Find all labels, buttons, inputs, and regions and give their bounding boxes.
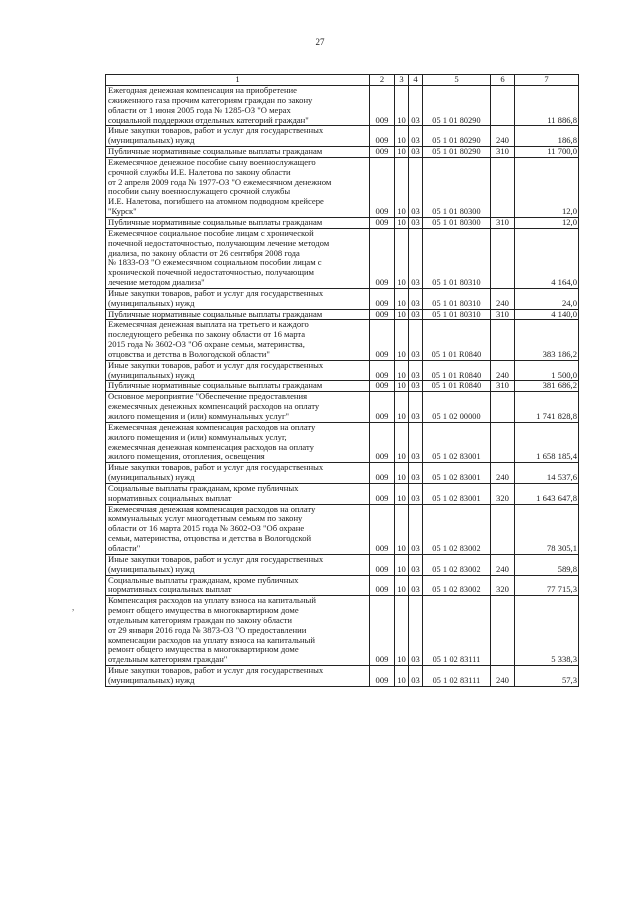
cell-expense-type bbox=[491, 596, 515, 666]
cell-subsection: 03 bbox=[409, 147, 423, 158]
cell-amount: 12,0 bbox=[515, 217, 579, 228]
description-line: нормативных социальных выплат bbox=[108, 584, 232, 595]
cell-ministry-code: 009 bbox=[370, 288, 395, 309]
cell-subsection: 03 bbox=[409, 126, 423, 147]
description-line: от 29 января 2016 года № 3873-ОЗ "О предоставлении bbox=[108, 624, 307, 635]
table-row bbox=[106, 392, 579, 423]
table-row bbox=[106, 360, 579, 381]
description-line: Публичные нормативные социальные выплаты гражданам bbox=[108, 380, 323, 391]
description-line: сжиженного газа прочим категориям граждан по закону bbox=[108, 94, 313, 105]
cell-section: 10 bbox=[395, 320, 409, 360]
row-description bbox=[106, 228, 370, 288]
description-line: лечение методом диализа" bbox=[108, 277, 205, 288]
cell-expense-type: 240 bbox=[491, 554, 515, 575]
cell-target-article: 05 1 02 00000 bbox=[423, 392, 491, 423]
cell-amount: 1 741 828,8 bbox=[515, 392, 579, 423]
cell-amount: 11 886,8 bbox=[515, 86, 579, 126]
description-line: Социальные выплаты гражданам, кроме публичных bbox=[108, 483, 299, 493]
cell-ministry-code: 009 bbox=[370, 309, 395, 320]
cell-section: 10 bbox=[395, 86, 409, 126]
description-line: (муниципальных) нужд bbox=[108, 563, 195, 574]
table-row bbox=[106, 309, 579, 320]
column-header: 6 bbox=[491, 75, 515, 86]
cell-subsection: 03 bbox=[409, 381, 423, 392]
table-row bbox=[106, 126, 579, 147]
cell-section: 10 bbox=[395, 228, 409, 288]
budget-table bbox=[105, 74, 579, 687]
table-row bbox=[106, 554, 579, 575]
description-line: жилого помещения и (или) коммунальных услуг" bbox=[108, 411, 289, 421]
cell-amount: 1 500,0 bbox=[515, 360, 579, 381]
cell-target-article: 05 1 02 83002 bbox=[423, 575, 491, 596]
description-line: Компенсация расходов на уплату взноса на капитальный bbox=[108, 595, 316, 606]
description-line: области" bbox=[108, 542, 141, 553]
description-line: пособии сыну военнослужащего срочной службы bbox=[108, 186, 291, 197]
description-line: Публичные нормативные социальные выплаты гражданам bbox=[108, 309, 323, 319]
table-row bbox=[106, 86, 579, 126]
cell-subsection: 03 bbox=[409, 483, 423, 504]
description-line: области от 16 марта 2015 года № 3602-ОЗ "Об охране bbox=[108, 523, 305, 534]
description-line: Ежемесячная денежная компенсация расходов на оплату bbox=[108, 504, 316, 514]
row-description bbox=[106, 309, 370, 320]
cell-expense-type: 240 bbox=[491, 360, 515, 381]
cell-expense-type: 320 bbox=[491, 575, 515, 596]
row-description bbox=[106, 666, 370, 687]
cell-target-article: 05 1 01 R0840 bbox=[423, 381, 491, 392]
cell-expense-type: 310 bbox=[491, 381, 515, 392]
table-row bbox=[106, 320, 579, 360]
cell-expense-type: 310 bbox=[491, 147, 515, 158]
cell-expense-type bbox=[491, 422, 515, 462]
description-line: Ежегодная денежная компенсация на приобретение bbox=[108, 85, 297, 95]
cell-expense-type: 240 bbox=[491, 288, 515, 309]
cell-ministry-code: 009 bbox=[370, 596, 395, 666]
cell-expense-type: 310 bbox=[491, 309, 515, 320]
description-line: срочной службы И.Е. Налетова по закону области bbox=[108, 166, 291, 177]
description-line: Ежемесячное денежное пособие сыну военнослужащего bbox=[108, 157, 316, 167]
row-description bbox=[106, 86, 370, 126]
cell-amount: 11 700,0 bbox=[515, 147, 579, 158]
cell-ministry-code: 009 bbox=[370, 360, 395, 381]
table-row bbox=[106, 288, 579, 309]
cell-target-article: 05 1 01 80310 bbox=[423, 288, 491, 309]
cell-section: 10 bbox=[395, 147, 409, 158]
cell-expense-type bbox=[491, 320, 515, 360]
table-row bbox=[106, 483, 579, 504]
row-description bbox=[106, 463, 370, 484]
description-line: Иные закупки товаров, работ и услуг для государственных bbox=[108, 360, 324, 370]
cell-expense-type bbox=[491, 228, 515, 288]
description-line: И.Е. Налетова, погибшего на атомном подводном крейсере bbox=[108, 196, 324, 207]
cell-amount: 1 643 647,8 bbox=[515, 483, 579, 504]
cell-subsection: 03 bbox=[409, 422, 423, 462]
cell-expense-type: 240 bbox=[491, 666, 515, 687]
row-description bbox=[106, 217, 370, 228]
cell-target-article: 05 1 01 80290 bbox=[423, 86, 491, 126]
table-row bbox=[106, 381, 579, 392]
margin-mark: , bbox=[72, 602, 75, 612]
column-header: 1 bbox=[106, 75, 370, 86]
description-line: (муниципальных) нужд bbox=[108, 472, 195, 483]
cell-section: 10 bbox=[395, 381, 409, 392]
cell-section: 10 bbox=[395, 554, 409, 575]
cell-subsection: 03 bbox=[409, 504, 423, 554]
cell-ministry-code: 009 bbox=[370, 422, 395, 462]
table-row bbox=[106, 157, 579, 217]
row-description bbox=[106, 596, 370, 666]
cell-amount: 12,0 bbox=[515, 157, 579, 217]
row-description bbox=[106, 288, 370, 309]
table-row bbox=[106, 422, 579, 462]
description-line: (муниципальных) нужд bbox=[108, 297, 195, 308]
cell-expense-type: 240 bbox=[491, 126, 515, 147]
description-line: семьи, материнства, отцовства и детства в Вологодской bbox=[108, 533, 312, 544]
cell-ministry-code: 009 bbox=[370, 463, 395, 484]
description-line: Социальные выплаты гражданам, кроме публичных bbox=[108, 575, 299, 585]
cell-amount: 57,3 bbox=[515, 666, 579, 687]
cell-section: 10 bbox=[395, 217, 409, 228]
description-line: Ежемесячная денежная компенсация расходов на оплату bbox=[108, 422, 316, 432]
cell-ministry-code: 009 bbox=[370, 217, 395, 228]
cell-target-article: 05 1 02 83111 bbox=[423, 596, 491, 666]
description-line: Ежемесячное социальное пособие лицам с хронической bbox=[108, 228, 314, 238]
cell-ministry-code: 009 bbox=[370, 157, 395, 217]
cell-expense-type bbox=[491, 86, 515, 126]
description-line: (муниципальных) нужд bbox=[108, 674, 195, 685]
description-line: почечной недостаточностью, получающим лечение методом bbox=[108, 237, 330, 248]
row-description bbox=[106, 320, 370, 360]
cell-ministry-code: 009 bbox=[370, 575, 395, 596]
table-row bbox=[106, 228, 579, 288]
description-line: отдельным категориям граждан по закону области bbox=[108, 614, 292, 625]
description-line: Публичные нормативные социальные выплаты гражданам bbox=[108, 146, 323, 157]
description-line: Иные закупки товаров, работ и услуг для государственных bbox=[108, 554, 324, 564]
description-line: жилого помещения и (или) коммунальных услуг, bbox=[108, 431, 287, 442]
row-description bbox=[106, 554, 370, 575]
cell-subsection: 03 bbox=[409, 217, 423, 228]
cell-section: 10 bbox=[395, 288, 409, 309]
description-line: от 2 апреля 2009 года № 1977-ОЗ "О ежемесячном денежном bbox=[108, 176, 332, 187]
description-line: "Курск" bbox=[108, 206, 137, 217]
cell-target-article: 05 1 02 83002 bbox=[423, 504, 491, 554]
table-row bbox=[106, 666, 579, 687]
cell-target-article: 05 1 01 80310 bbox=[423, 228, 491, 288]
cell-expense-type: 240 bbox=[491, 463, 515, 484]
cell-amount: 589,8 bbox=[515, 554, 579, 575]
row-description bbox=[106, 360, 370, 381]
description-line: ежемесячная денежная компенсация расходов на оплату bbox=[108, 441, 314, 452]
cell-subsection: 03 bbox=[409, 157, 423, 217]
cell-ministry-code: 009 bbox=[370, 320, 395, 360]
cell-ministry-code: 009 bbox=[370, 147, 395, 158]
cell-target-article: 05 1 02 83001 bbox=[423, 463, 491, 484]
description-line: Иные закупки товаров, работ и услуг для государственных bbox=[108, 462, 324, 473]
cell-amount: 78 305,1 bbox=[515, 504, 579, 554]
row-description bbox=[106, 483, 370, 504]
cell-section: 10 bbox=[395, 360, 409, 381]
description-line: Иные закупки товаров, работ и услуг для государственных bbox=[108, 665, 324, 676]
cell-amount: 77 715,3 bbox=[515, 575, 579, 596]
column-header: 4 bbox=[409, 75, 423, 86]
cell-ministry-code: 009 bbox=[370, 504, 395, 554]
cell-target-article: 05 1 01 80300 bbox=[423, 217, 491, 228]
cell-section: 10 bbox=[395, 126, 409, 147]
row-description bbox=[106, 147, 370, 158]
cell-subsection: 03 bbox=[409, 360, 423, 381]
table-row bbox=[106, 504, 579, 554]
description-line: № 1833-ОЗ "О ежемесячном социальном пособии лицам с bbox=[108, 257, 322, 268]
cell-amount: 4 164,0 bbox=[515, 228, 579, 288]
description-line: жилого помещения, отопления, освещения bbox=[108, 451, 265, 462]
cell-subsection: 03 bbox=[409, 463, 423, 484]
cell-target-article: 05 1 01 R0840 bbox=[423, 320, 491, 360]
cell-amount: 24,0 bbox=[515, 288, 579, 309]
cell-amount: 14 537,6 bbox=[515, 463, 579, 484]
cell-ministry-code: 009 bbox=[370, 381, 395, 392]
description-line: диализа, по закону области от 26 сентября 2008 года bbox=[108, 247, 300, 258]
page-number: 27 bbox=[315, 37, 325, 47]
description-line: коммунальных услуг многодетным семьям по закону bbox=[108, 513, 303, 524]
description-line: Ежемесячная денежная выплата на третьего и каждого bbox=[108, 319, 309, 330]
description-line: (муниципальных) нужд bbox=[108, 369, 195, 380]
column-header: 5 bbox=[423, 75, 491, 86]
cell-section: 10 bbox=[395, 157, 409, 217]
table-row bbox=[106, 463, 579, 484]
row-description bbox=[106, 504, 370, 554]
cell-subsection: 03 bbox=[409, 288, 423, 309]
cell-target-article: 05 1 01 80300 bbox=[423, 157, 491, 217]
cell-subsection: 03 bbox=[409, 666, 423, 687]
cell-expense-type bbox=[491, 504, 515, 554]
cell-section: 10 bbox=[395, 309, 409, 320]
description-line: ремонт общего имущества в многоквартирном доме bbox=[108, 644, 299, 655]
description-line: отдельным категориям граждан" bbox=[108, 654, 228, 665]
cell-section: 10 bbox=[395, 392, 409, 423]
cell-target-article: 05 1 02 83111 bbox=[423, 666, 491, 687]
cell-section: 10 bbox=[395, 575, 409, 596]
table-row bbox=[106, 147, 579, 158]
cell-subsection: 03 bbox=[409, 86, 423, 126]
description-line: социальной поддержки отдельных категорий граждан" bbox=[108, 114, 309, 125]
description-line: нормативных социальных выплат bbox=[108, 492, 232, 503]
cell-section: 10 bbox=[395, 422, 409, 462]
description-line: Иные закупки товаров, работ и услуг для государственных bbox=[108, 125, 324, 136]
cell-ministry-code: 009 bbox=[370, 228, 395, 288]
cell-section: 10 bbox=[395, 463, 409, 484]
cell-expense-type: 320 bbox=[491, 483, 515, 504]
cell-subsection: 03 bbox=[409, 392, 423, 423]
description-line: (муниципальных) нужд bbox=[108, 135, 195, 146]
description-line: ежемесячных денежных компенсаций расходов на оплату bbox=[108, 401, 320, 412]
cell-section: 10 bbox=[395, 504, 409, 554]
cell-amount: 1 658 185,4 bbox=[515, 422, 579, 462]
table-row bbox=[106, 575, 579, 596]
cell-expense-type bbox=[491, 157, 515, 217]
cell-target-article: 05 1 01 R0840 bbox=[423, 360, 491, 381]
row-description bbox=[106, 422, 370, 462]
cell-section: 10 bbox=[395, 483, 409, 504]
cell-target-article: 05 1 02 83002 bbox=[423, 554, 491, 575]
cell-subsection: 03 bbox=[409, 228, 423, 288]
cell-ministry-code: 009 bbox=[370, 554, 395, 575]
table-row bbox=[106, 596, 579, 666]
cell-amount: 381 686,2 bbox=[515, 381, 579, 392]
row-description bbox=[106, 575, 370, 596]
description-line: хронической почечной недостаточностью, получающим bbox=[108, 267, 314, 278]
description-line: 2015 года № 3602-ОЗ "Об охране семьи, материнства, bbox=[108, 339, 305, 350]
table-header-row bbox=[106, 75, 579, 86]
cell-ministry-code: 009 bbox=[370, 483, 395, 504]
cell-ministry-code: 009 bbox=[370, 392, 395, 423]
cell-ministry-code: 009 bbox=[370, 666, 395, 687]
description-line: отцовства и детства в Вологодской области" bbox=[108, 348, 270, 359]
row-description bbox=[106, 157, 370, 217]
cell-amount: 383 186,2 bbox=[515, 320, 579, 360]
cell-section: 10 bbox=[395, 596, 409, 666]
description-line: Иные закупки товаров, работ и услуг для государственных bbox=[108, 288, 324, 298]
table-row bbox=[106, 217, 579, 228]
cell-subsection: 03 bbox=[409, 554, 423, 575]
column-header: 3 bbox=[395, 75, 409, 86]
description-line: ремонт общего имущества в многоквартирном доме bbox=[108, 605, 299, 616]
cell-target-article: 05 1 02 83001 bbox=[423, 483, 491, 504]
column-header: 7 bbox=[515, 75, 579, 86]
description-line: последующего ребенка по закону области от 16 марта bbox=[108, 329, 306, 340]
cell-subsection: 03 bbox=[409, 309, 423, 320]
cell-expense-type bbox=[491, 392, 515, 423]
description-line: Публичные нормативные социальные выплаты гражданам bbox=[108, 217, 323, 227]
cell-amount: 5 338,3 bbox=[515, 596, 579, 666]
row-description bbox=[106, 381, 370, 392]
description-line: Основное мероприятие "Обеспечение предоставления bbox=[108, 391, 308, 402]
cell-target-article: 05 1 01 80310 bbox=[423, 309, 491, 320]
row-description bbox=[106, 126, 370, 147]
cell-target-article: 05 1 01 80290 bbox=[423, 147, 491, 158]
cell-ministry-code: 009 bbox=[370, 126, 395, 147]
cell-ministry-code: 009 bbox=[370, 86, 395, 126]
cell-expense-type: 310 bbox=[491, 217, 515, 228]
cell-section: 10 bbox=[395, 666, 409, 687]
column-header: 2 bbox=[370, 75, 395, 86]
cell-target-article: 05 1 01 80290 bbox=[423, 126, 491, 147]
cell-subsection: 03 bbox=[409, 596, 423, 666]
cell-subsection: 03 bbox=[409, 320, 423, 360]
description-line: компенсации расходов на уплату взноса на капитальный bbox=[108, 634, 316, 645]
cell-amount: 4 140,0 bbox=[515, 309, 579, 320]
cell-target-article: 05 1 02 83001 bbox=[423, 422, 491, 462]
cell-amount: 186,8 bbox=[515, 126, 579, 147]
row-description bbox=[106, 392, 370, 423]
cell-subsection: 03 bbox=[409, 575, 423, 596]
description-line: области от 1 июня 2005 года № 1285-ОЗ "О мерах bbox=[108, 104, 291, 115]
